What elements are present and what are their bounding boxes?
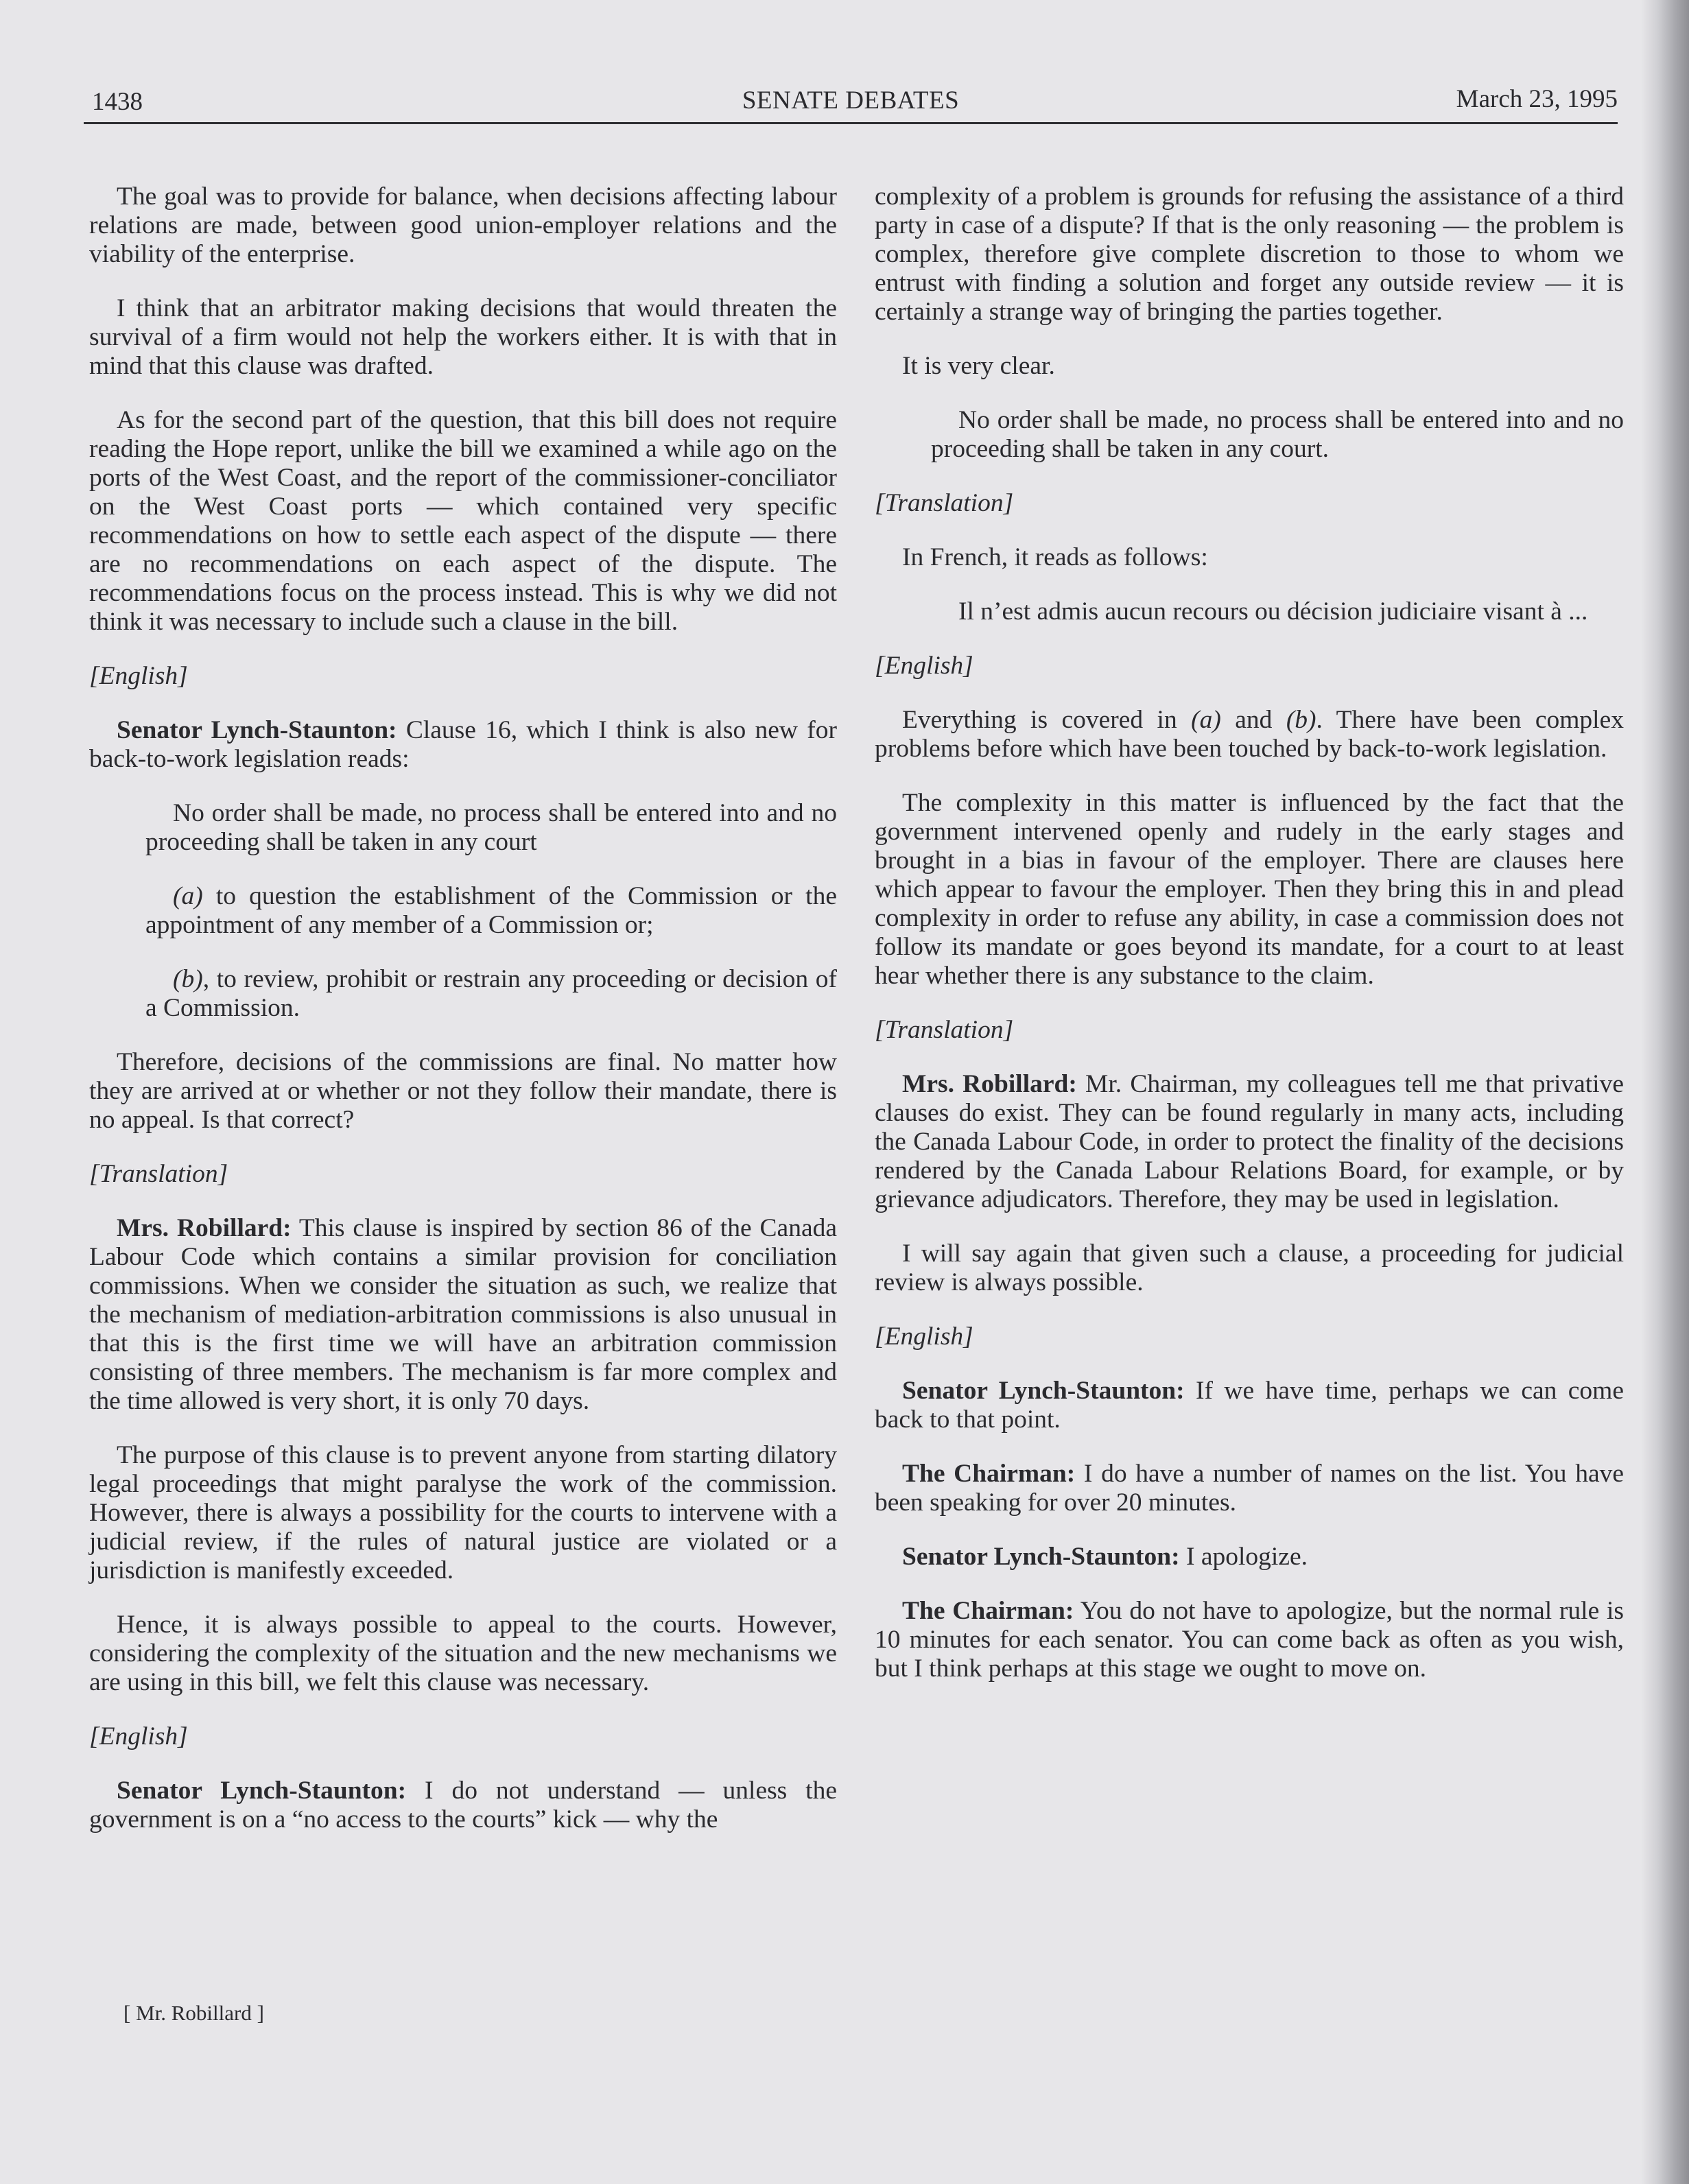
speech-paragraph <box>89 1214 837 1416</box>
paragraph: The purpose of this clause is to prevent anyone from starting dilatory legal proceedings that might paralyse the work of the commission. However, there is always a possibility for the courts to intervene with a judicial review, if the rules of natural justice are violated or a jurisdiction is manifestly exceeded. <box>89 1441 837 1584</box>
speech-paragraph <box>875 1460 1624 1517</box>
clause-label: (b) <box>1286 706 1316 734</box>
speech-text: I do have a number of names on the list. You have been speaking for over 20 minutes. <box>875 1460 1624 1517</box>
speaker-name: Senator Lynch-Staunton: <box>117 1777 407 1805</box>
speaker-name: Mrs. Robillard: <box>902 1070 1077 1098</box>
speech-text: Clause 16, which I think is also new for back-to-work legislation reads: <box>89 716 838 773</box>
paragraph: It is very clear. <box>902 352 1055 380</box>
language-marker: [English] <box>875 652 973 680</box>
paragraph <box>875 706 1624 763</box>
right-column <box>875 182 1624 1709</box>
paragraph: complexity of a problem is grounds for refusing the assistance of a third party in case of a dispute? If that is the only reasoning — the problem is complex, therefore give complete discretion to those to whom we entrust with finding a solution and forget any outside review — it is certainly a strange way of bringing the parties together. <box>875 182 1624 326</box>
language-marker: [Translation] <box>875 489 1014 517</box>
speaker-name: Senator Lynch-Staunton: <box>117 716 397 744</box>
page-number: 1438 <box>92 88 143 116</box>
block-quote: No order shall be made, no process shall be entered into and no proceeding shall be taken in any court. <box>931 406 1624 463</box>
speech-paragraph <box>875 1377 1624 1434</box>
clause-label: (a) <box>173 882 203 910</box>
language-marker: [English] <box>875 1322 973 1351</box>
speech-text: You do not have to apologize, but the normal rule is 10 minutes for each senator. You can come back as often as you wish, but I think perhaps at this stage we ought to move on. <box>875 1597 1624 1683</box>
language-marker: [English] <box>89 662 188 690</box>
speaker-name: The Chairman: <box>902 1597 1074 1625</box>
paragraph: I will say again that given such a clause, a proceeding for judicial review is always possible. <box>875 1239 1624 1296</box>
speech-paragraph <box>89 716 837 774</box>
binding-edge-shadow <box>1641 0 1689 2184</box>
journal-title: SENATE DEBATES <box>742 86 960 115</box>
left-column <box>89 182 837 1860</box>
language-marker: [Translation] <box>89 1160 228 1188</box>
paragraph: As for the second part of the question, that this bill does not require reading the Hope report, unlike the bill we examined a while ago on the ports of the West Coast, and the report of the commissioner-conciliator on the West Coast ports — which contained very specific recommendations on how to settle each aspect of the dispute — there are no recommendations on each aspect of the dispute. The recommendations focus on the process instead. This is why we did not think it was necessary to include such a clause in the bill. <box>89 406 837 636</box>
text-run: Everything is covered in <box>902 706 1192 734</box>
paragraph: In French, it reads as follows: <box>902 543 1208 571</box>
paragraph: Therefore, decisions of the commissions are final. No matter how they are arrived at or whether or not they follow their mandate, there is no appeal. Is that correct? <box>89 1048 837 1134</box>
paragraph: The goal was to provide for balance, when decisions affecting labour relations are made, between good union-employer relations and the viability of the enterprise. <box>89 182 837 268</box>
quote-text: to question the establishment of the Commission or the appointment of any member of a Commission or; <box>145 882 837 939</box>
block-quote <box>145 965 837 1023</box>
speaker-name: The Chairman: <box>902 1460 1076 1488</box>
block-quote: No order shall be made, no process shall be entered into and no proceeding shall be taken in any court <box>145 799 837 856</box>
speech-text: I apologize. <box>1179 1543 1308 1571</box>
speech-paragraph <box>89 1777 837 1834</box>
language-marker: [English] <box>89 1722 188 1750</box>
speech-paragraph <box>875 1597 1624 1683</box>
speech-text: Mr. Chairman, my colleagues tell me that privative clauses do exist. They can be found regularly in many acts, including the Canada Labour Code, in order to protect the finality of the decisions rendered by the Canada Labour Relations Board, for example, or by grievance adjudicators. Therefore, they may be used in legislation. <box>875 1070 1624 1213</box>
block-quote <box>145 882 837 940</box>
speech-paragraph <box>875 1543 1624 1571</box>
speech-text: If we have time, perhaps we can come back to that point. <box>875 1377 1624 1434</box>
text-run: . There have been complex problems before which have been touched by back-to-work legislation. <box>875 706 1624 763</box>
speech-paragraph <box>875 1070 1624 1214</box>
header-date: March 23, 1995 <box>1456 85 1618 113</box>
text-run: and <box>1220 706 1286 734</box>
footer-speaker-note: [ Mr. Robillard ] <box>123 2001 264 2025</box>
clause-label: (b) <box>173 965 203 993</box>
speech-text: I do not understand — unless the government is on a “no access to the courts” kick — why the <box>89 1777 837 1833</box>
paragraph: The complexity in this matter is influenced by the fact that the government intervened openly and rudely in the early stages and brought in a bias in favour of the employer. There are clauses here which appear to favour the employer. Then they bring this in and plead complexity in order to refuse any ability, in case a commission does not follow its mandate or goes beyond its mandate, for a court to at least hear whether there is any substance to the claim. <box>875 789 1624 990</box>
speaker-name: Senator Lynch-Staunton: <box>902 1377 1185 1405</box>
speaker-name: Senator Lynch-Staunton: <box>902 1543 1180 1571</box>
speaker-name: Mrs. Robillard: <box>117 1214 292 1242</box>
running-header <box>84 81 1618 124</box>
paragraph: Hence, it is always possible to appeal to the courts. However, considering the complexity of the situation and the new mechanisms we are using in this bill, we felt this clause was necessary. <box>89 1611 837 1696</box>
block-quote: Il n’est admis aucun recours ou décision judiciaire visant à ... <box>958 597 1588 626</box>
speech-text: This clause is inspired by section 86 of the Canada Labour Code which contains a similar provision for conciliation commissions. When we consider the situation as such, we realize that the mechanism of mediation-arbitration commissions is also unusual in that this is the first time we will have an arbitration commission consisting of three members. The mechanism is far more complex and the time allowed is very short, it is only 70 days. <box>89 1214 837 1415</box>
quote-text: , to review, prohibit or restrain any proceeding or decision of a Commission. <box>145 965 837 1022</box>
language-marker: [Translation] <box>875 1016 1014 1044</box>
paragraph: I think that an arbitrator making decisions that would threaten the survival of a firm would not help the workers either. It is with that in mind that this clause was drafted. <box>89 294 837 380</box>
clause-label: (a) <box>1191 706 1221 734</box>
